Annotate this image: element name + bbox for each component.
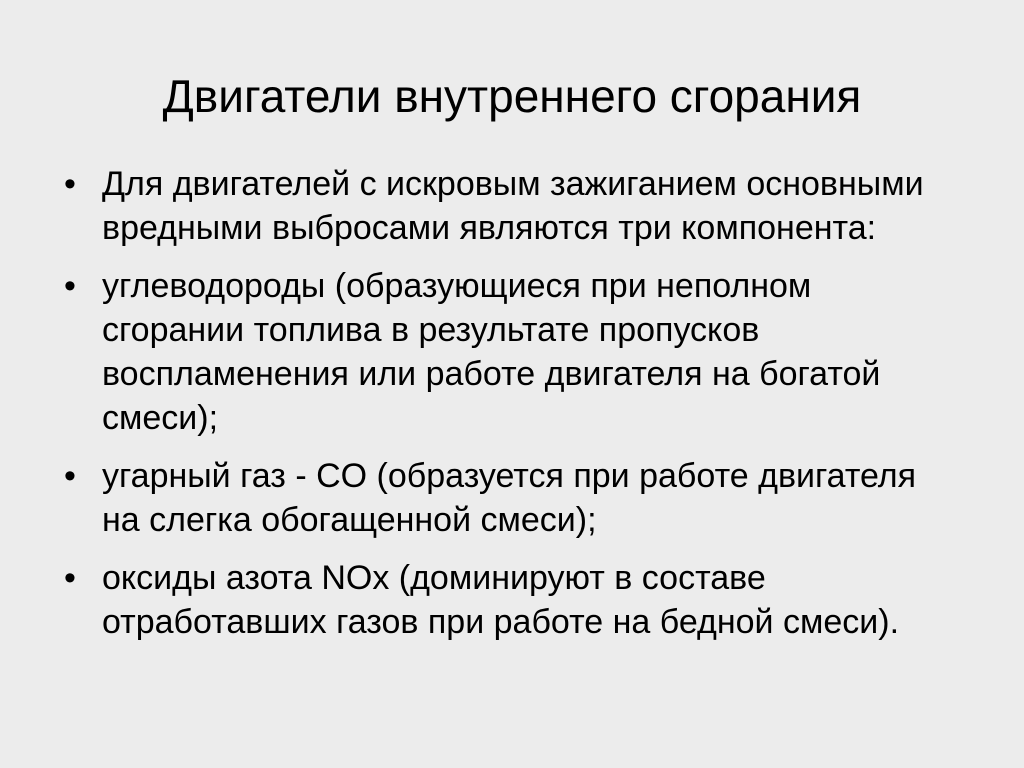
- slide-title: Двигатели внутреннего сгорания: [162, 70, 862, 122]
- bullet-icon: •: [64, 457, 76, 495]
- bullet-item-carbon-monoxide: [60, 454, 960, 542]
- bullet-item-nitrogen-oxides: [60, 556, 960, 644]
- bullet-icon: •: [64, 559, 76, 597]
- bullet-text: Для двигателей с искровым зажиганием основными вредными выбросами являются три компонента:: [102, 165, 924, 247]
- bullet-text: угарный газ - CO (образуется при работе двигателя на слегка обогащенной смеси);: [102, 457, 917, 539]
- bullet-item-hydrocarbons: [60, 264, 960, 440]
- bullet-text: оксиды азота NOx (доминируют в составе отработавших газов при работе на бедной смеси).: [102, 559, 900, 641]
- bullet-list: [60, 162, 960, 658]
- bullet-item-spark-ignition: [60, 162, 960, 250]
- bullet-icon: •: [64, 267, 76, 305]
- bullet-text: углеводороды (образующиеся при неполном сгорании топлива в результате пропусков воспламенения или работе двигателя на богатой смеси);: [102, 267, 881, 437]
- bullet-icon: •: [64, 165, 76, 203]
